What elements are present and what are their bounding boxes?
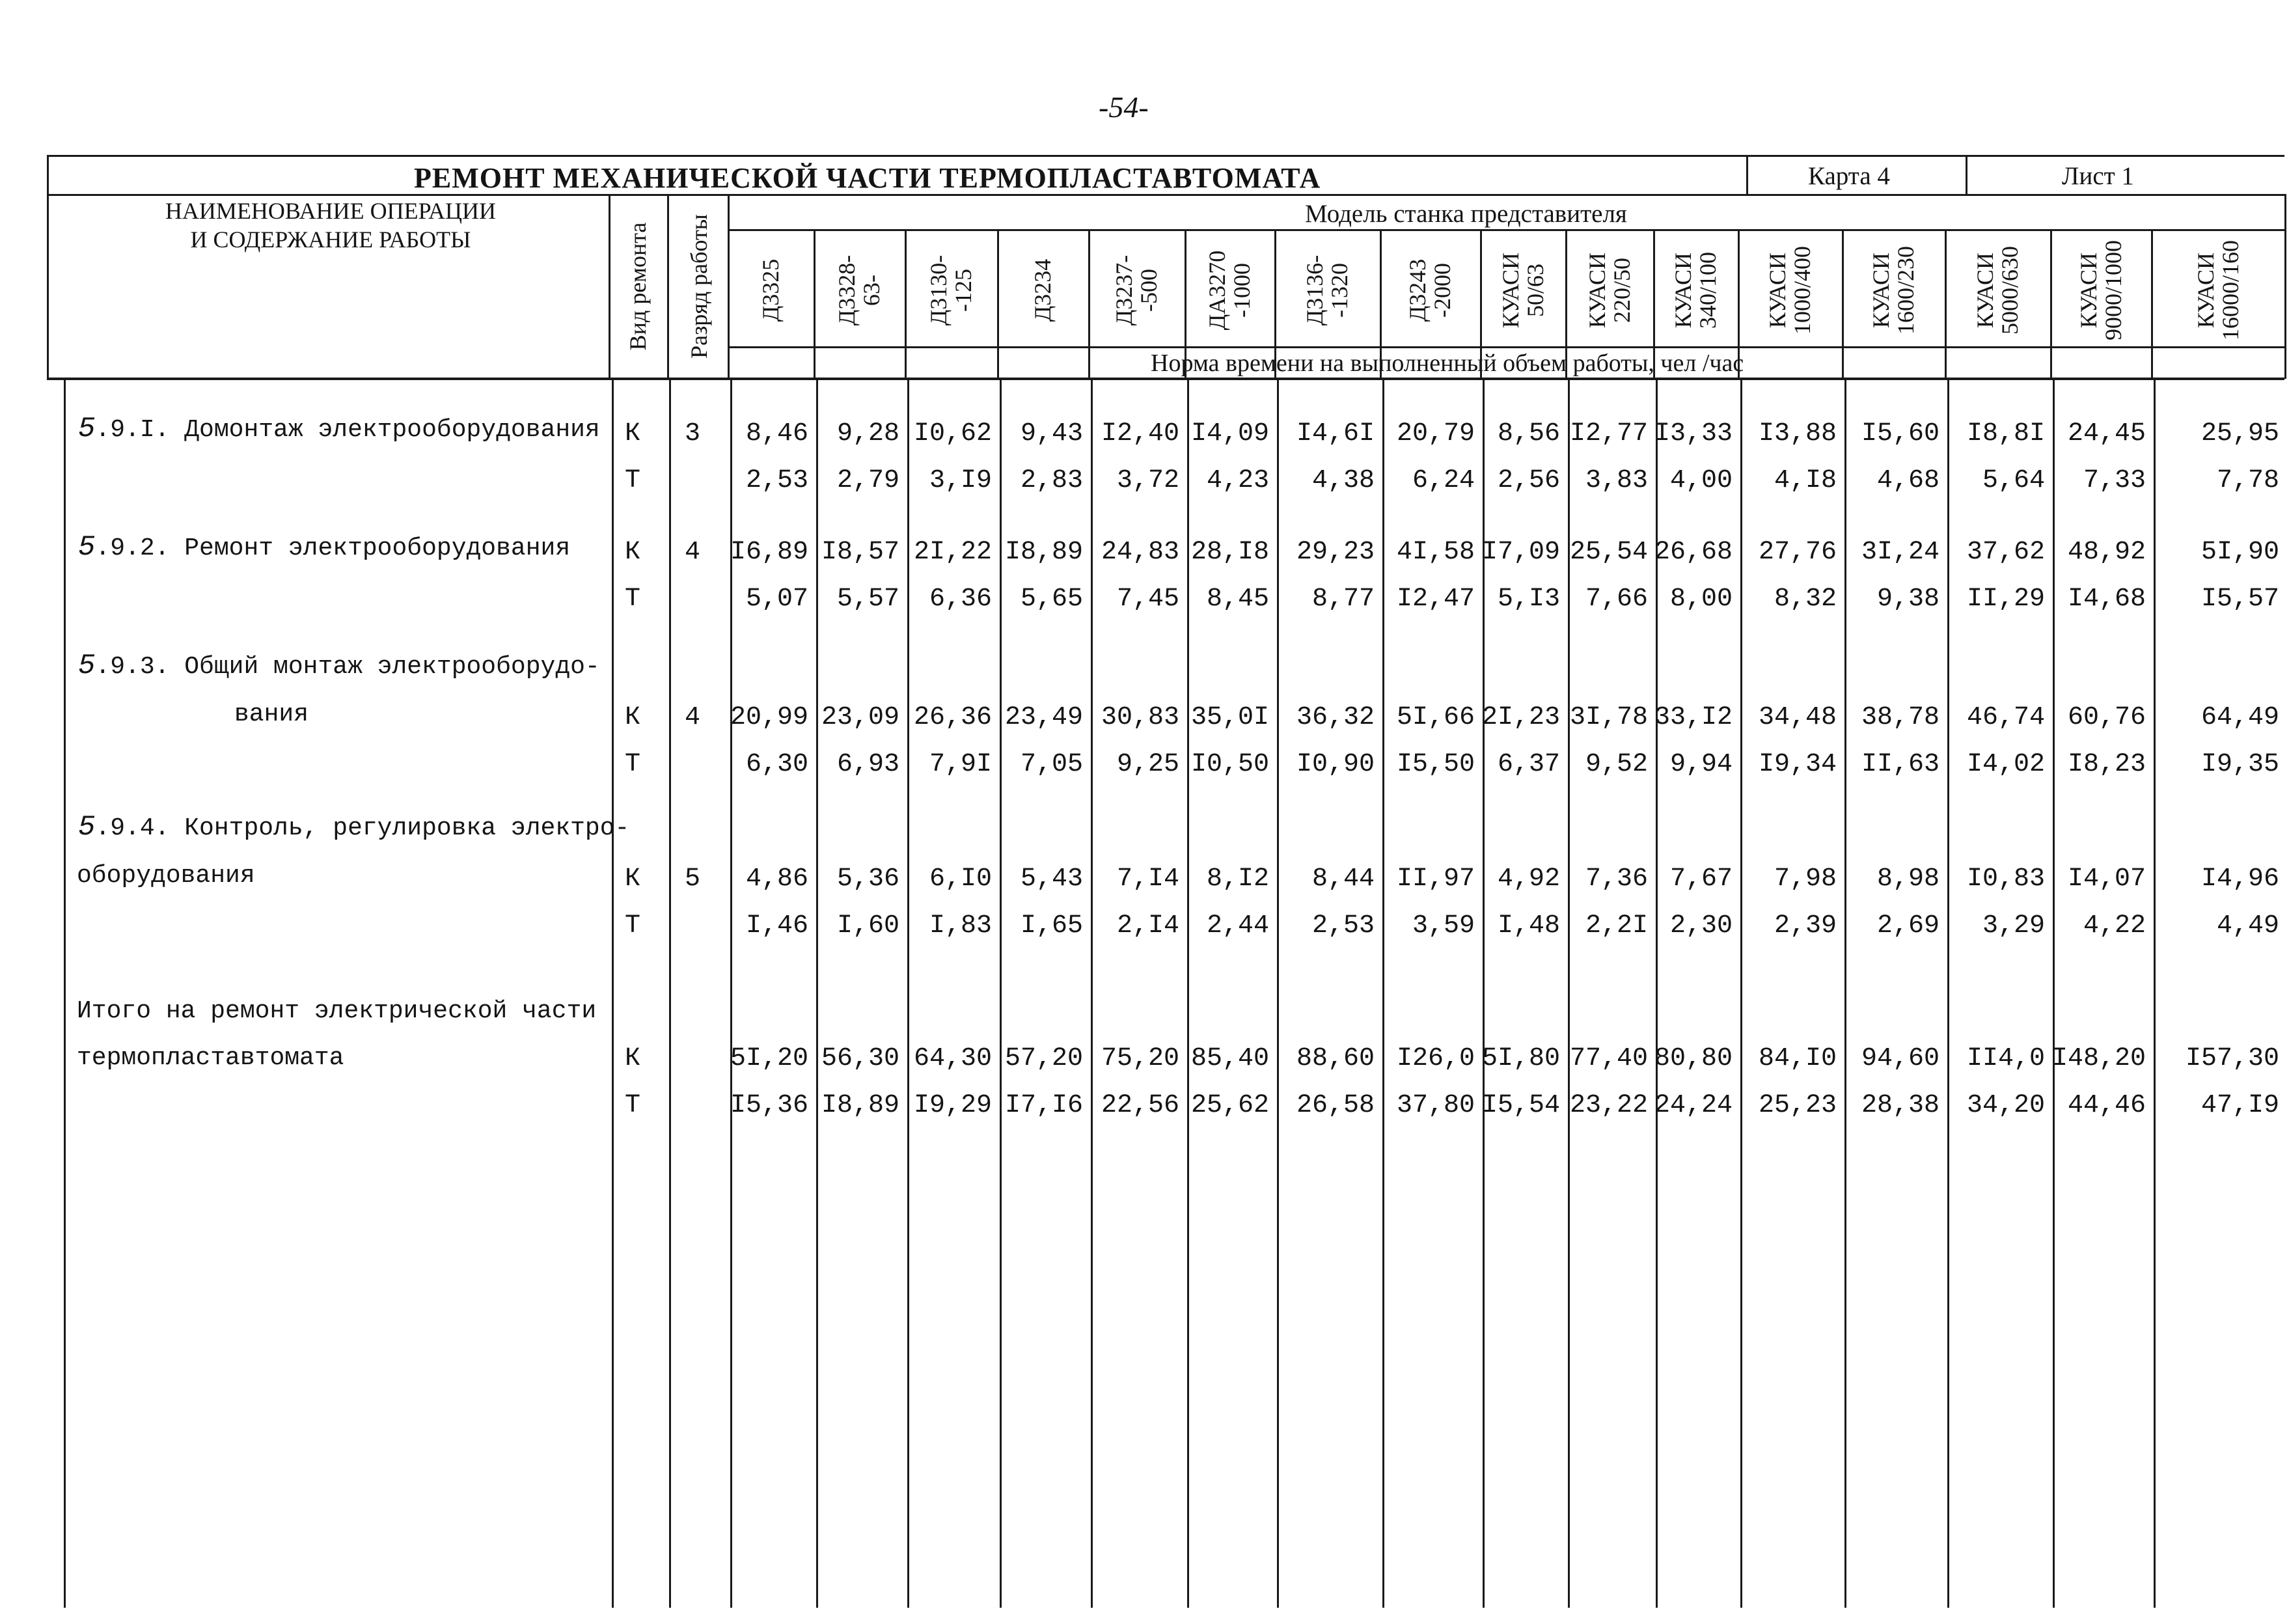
operation-section-number: 5: [78, 531, 96, 564]
t-row-value: 4,22: [2083, 911, 2146, 941]
model-header: Модель станка представителя: [1305, 200, 1627, 228]
page-number: -54-: [1099, 90, 1149, 124]
t-row-value: 4,23: [1206, 466, 1269, 495]
model-header-line: -125: [950, 269, 976, 312]
total-repair-type-t: Т: [625, 1091, 641, 1120]
t-row-value: I5,50: [1396, 750, 1475, 779]
body-divider-kind: [669, 379, 671, 1608]
table-top-border: [47, 155, 2284, 157]
operation-title: .9.2. Ремонт электрооборудования: [95, 534, 571, 562]
repair-type-k: К: [625, 419, 641, 448]
k-row-value: 7,67: [1669, 864, 1733, 894]
total-k-row-value: 56,30: [821, 1044, 899, 1073]
total-t-row-value: I5,36: [730, 1091, 808, 1120]
total-k-row-value: 5I,20: [730, 1044, 808, 1073]
t-row-value: I,83: [929, 911, 992, 941]
repair-type-t: Т: [625, 466, 641, 495]
k-row-value: 25,54: [1569, 538, 1648, 567]
operation-title: .9.4. Контроль, регулировка электро-: [95, 814, 630, 842]
model-header-13: [1869, 246, 1918, 335]
total-t-row-value: 24,24: [1654, 1091, 1733, 1120]
model-header-line: КУАСИ: [2075, 252, 2102, 329]
t-row-value: 7,45: [1116, 585, 1179, 614]
model-header-line: 50/63: [1522, 264, 1548, 318]
k-row-value: 9,43: [1020, 419, 1083, 448]
t-row-value: I8,23: [2067, 750, 2146, 779]
operation-section-number: 5: [78, 650, 96, 682]
body-divider-model: [1382, 379, 1384, 1608]
total-k-row-value: 64,30: [913, 1044, 992, 1073]
k-row-value: I6,89: [730, 538, 808, 567]
t-row-value: 2,69: [1876, 911, 1939, 941]
t-row-value: 4,00: [1669, 466, 1733, 495]
model-header-16: [2193, 240, 2243, 340]
k-row-value: I3,88: [1758, 419, 1837, 448]
model-header-line: КУАСИ: [1972, 252, 1998, 329]
t-row-value: 2,I4: [1116, 911, 1179, 941]
model-header-9: [1498, 253, 1548, 328]
total-k-row-value: 80,80: [1654, 1044, 1733, 1073]
t-row-value: 9,94: [1669, 750, 1733, 779]
card-sheet-divider: [1966, 155, 1967, 194]
k-row-value: 48,92: [2067, 538, 2146, 567]
total-title-continued: термопластавтомата: [77, 1044, 344, 1072]
k-row-value: I8,8I: [1966, 419, 2045, 448]
model-header-line: КУАСИ: [1497, 252, 1524, 329]
left-border-header: [47, 155, 49, 379]
k-row-value: 7,I4: [1116, 864, 1179, 894]
body-divider-model: [1091, 379, 1093, 1608]
model-header-line: Д3237-: [1111, 255, 1137, 326]
t-row-value: 6,36: [929, 585, 992, 614]
body-divider-model: [1187, 379, 1189, 1608]
header-divider-model: [1653, 229, 1655, 378]
t-row-value: 7,9I: [929, 750, 992, 779]
card-number: Карта 4: [1808, 162, 1890, 190]
header-divider-op: [609, 194, 610, 379]
model-header-line: -1320: [1326, 263, 1352, 318]
body-divider-model: [816, 379, 818, 1608]
k-row-value: 8,98: [1876, 864, 1939, 894]
k-row-value: 33,I2: [1654, 703, 1733, 732]
total-t-row-value: 37,80: [1396, 1091, 1475, 1120]
t-row-value: I9,34: [1758, 750, 1837, 779]
model-header-line: 1600/230: [1893, 245, 1919, 335]
model-header-15: [2076, 240, 2126, 340]
body-divider-model: [2154, 379, 2156, 1608]
k-row-value: 3I,78: [1569, 703, 1648, 732]
total-t-row-value: 26,58: [1296, 1091, 1375, 1120]
model-header-line: КУАСИ: [1583, 252, 1610, 329]
k-row-value: 2I,23: [1481, 703, 1560, 732]
table-title: РЕМОНТ МЕХАНИЧЕСКОЙ ЧАСТИ ТЕРМОПЛАСТАВТОМАТА: [414, 162, 1321, 194]
body-divider-model: [907, 379, 909, 1608]
t-row-value: 4,38: [1311, 466, 1375, 495]
body-divider-model: [1740, 379, 1742, 1608]
header-divider-model: [1945, 229, 1947, 378]
model-header-line: 340/100: [1695, 251, 1721, 329]
header-divider-model: [2151, 229, 2153, 378]
k-row-value: 24,83: [1101, 538, 1179, 567]
t-row-value: 5,07: [745, 585, 808, 614]
operation-section-number: 5: [78, 811, 96, 844]
k-row-value: 34,48: [1758, 703, 1837, 732]
header-divider-model: [814, 229, 816, 378]
total-k-row-value: 75,20: [1101, 1044, 1179, 1073]
total-k-row-value: I26,0: [1396, 1044, 1475, 1073]
t-row-value: 7,05: [1020, 750, 1083, 779]
total-k-row-value: 57,20: [1004, 1044, 1083, 1073]
t-row-value: 6,30: [745, 750, 808, 779]
t-row-value: 2,83: [1020, 466, 1083, 495]
k-row-value: 7,36: [1585, 864, 1648, 894]
t-row-value: 2,39: [1774, 911, 1837, 941]
work-grade-header: Разряд работы: [686, 214, 712, 359]
t-row-value: 6,24: [1412, 466, 1475, 495]
model-header-line: 220/50: [1608, 258, 1635, 323]
t-row-value: I,46: [745, 911, 808, 941]
header-divider-model: [1274, 229, 1276, 378]
operation-title-continued: оборудования: [77, 862, 255, 890]
t-row-value: I4,02: [1966, 750, 2045, 779]
k-row-value: 23,09: [821, 703, 899, 732]
total-t-row-value: 44,46: [2067, 1091, 2146, 1120]
k-row-value: II,97: [1396, 864, 1475, 894]
t-row-value: I0,90: [1296, 750, 1375, 779]
t-row-value: 2,53: [745, 466, 808, 495]
k-row-value: 60,76: [2067, 703, 2146, 732]
header-divider-model: [1738, 229, 1740, 378]
t-row-value: 3,72: [1116, 466, 1179, 495]
repair-type-k: К: [625, 864, 641, 894]
k-row-value: 20,79: [1396, 419, 1475, 448]
t-row-value: II,63: [1861, 750, 1939, 779]
t-row-value: 7,66: [1585, 585, 1648, 614]
t-row-value: 6,93: [836, 750, 899, 779]
total-t-row-value: 25,62: [1190, 1091, 1269, 1120]
model-header-line: Д3234: [1030, 258, 1056, 322]
k-row-value: 2I,22: [913, 538, 992, 567]
norm-header: Норма времени на выполненный объем работы, чел /час: [1151, 350, 1744, 377]
body-divider-model: [2053, 379, 2055, 1608]
t-row-value: 2,53: [1311, 911, 1375, 941]
model-header-line: Д3325: [758, 258, 784, 322]
t-row-value: 2,44: [1206, 911, 1269, 941]
total-t-row-value: 28,38: [1861, 1091, 1939, 1120]
model-header-line: 1000/400: [1789, 245, 1815, 335]
t-row-value: 5,64: [1982, 466, 2045, 495]
k-row-value: I4,09: [1190, 419, 1269, 448]
t-row-value: II,29: [1966, 585, 2045, 614]
total-t-row-value: I5,54: [1481, 1091, 1560, 1120]
t-row-value: 9,38: [1876, 585, 1939, 614]
repair-type-t: Т: [625, 911, 641, 941]
total-title: Итого на ремонт электрической части: [77, 997, 597, 1025]
t-row-value: I,48: [1497, 911, 1560, 941]
model-header-line: 5000/630: [1997, 245, 2023, 335]
k-row-value: 7,98: [1774, 864, 1837, 894]
total-t-row-value: I9,29: [913, 1091, 992, 1120]
repair-type-k: К: [625, 703, 641, 732]
operation-section-number: 5: [78, 413, 96, 445]
model-header-line: 16000/160: [2217, 240, 2243, 341]
k-row-value: 27,76: [1758, 538, 1837, 567]
total-k-row-value: 84,I0: [1758, 1044, 1837, 1073]
total-k-row-value: 77,40: [1569, 1044, 1648, 1073]
t-row-value: 4,49: [2216, 911, 2279, 941]
t-row-value: 7,33: [2083, 466, 2146, 495]
model-header-line: КУАСИ: [1868, 252, 1894, 329]
body-divider-model: [1947, 379, 1949, 1608]
operation-name: [78, 531, 570, 564]
k-row-value: I4,07: [2067, 864, 2146, 894]
k-row-value: 8,44: [1311, 864, 1375, 894]
header-divider-model: [1185, 229, 1186, 378]
model-header-line: -2000: [1429, 263, 1455, 318]
k-row-value: 36,32: [1296, 703, 1375, 732]
k-row-value: 5I,90: [2200, 538, 2279, 567]
t-row-value: 5,I3: [1497, 585, 1560, 614]
k-row-value: 3I,24: [1861, 538, 1939, 567]
t-row-value: 9,52: [1585, 750, 1648, 779]
k-row-value: I7,09: [1481, 538, 1560, 567]
model-header-3: [926, 255, 976, 326]
t-row-value: 7,78: [2216, 466, 2279, 495]
t-row-value: 8,00: [1669, 585, 1733, 614]
k-row-value: I5,60: [1861, 419, 1939, 448]
model-header-line: КУАСИ: [1764, 252, 1790, 329]
model-header-line: Д3243: [1405, 258, 1431, 322]
total-k-row-value: 88,60: [1296, 1044, 1375, 1073]
k-row-value: 4I,58: [1396, 538, 1475, 567]
k-row-value: 24,45: [2067, 419, 2146, 448]
repair-type-k: К: [625, 538, 641, 567]
header-divider-model: [1088, 229, 1090, 378]
model-header-line: -1000: [1229, 263, 1255, 318]
work-grade: 5: [685, 864, 701, 894]
t-row-value: 9,25: [1116, 750, 1179, 779]
total-k-row-value: I48,20: [2051, 1044, 2146, 1073]
total-t-row-value: I8,89: [821, 1091, 899, 1120]
header-divider-model: [997, 229, 999, 378]
model-header-line: КУАСИ: [2192, 252, 2219, 329]
total-t-row-value: 23,22: [1569, 1091, 1648, 1120]
model-header-line: 63-: [858, 275, 884, 307]
total-t-row-value: 34,20: [1966, 1091, 2045, 1120]
model-header-line: Д3136-: [1302, 255, 1328, 326]
total-k-row-value: 94,60: [1861, 1044, 1939, 1073]
k-row-value: 26,36: [913, 703, 992, 732]
k-row-value: 30,83: [1101, 703, 1179, 732]
operation-title: .9.3. Общий монтаж электрооборудо-: [95, 653, 600, 681]
k-row-value: 9,28: [836, 419, 899, 448]
k-row-value: 5,43: [1020, 864, 1083, 894]
operation-name: [78, 650, 600, 682]
operation-name: [78, 413, 600, 445]
model-header-10: [1585, 253, 1634, 328]
k-row-value: 26,68: [1654, 538, 1733, 567]
t-row-value: 2,79: [836, 466, 899, 495]
sheet-number: Лист 1: [2062, 162, 2134, 190]
k-row-value: 29,23: [1296, 538, 1375, 567]
repair-type-t: Т: [625, 750, 641, 779]
model-header-6: [1205, 251, 1254, 331]
model-header-line: -500: [1136, 269, 1162, 312]
work-grade: 4: [685, 703, 701, 732]
header-divider-model: [2050, 229, 2052, 378]
total-k-row-value: I57,30: [2185, 1044, 2279, 1073]
total-repair-type-k: К: [625, 1044, 641, 1073]
k-row-value: 20,99: [730, 703, 808, 732]
k-row-value: 8,56: [1497, 419, 1560, 448]
k-row-value: 8,46: [745, 419, 808, 448]
body-divider-model: [1000, 379, 1002, 1608]
body-left-border: [64, 379, 66, 1608]
operation-name: [78, 811, 629, 844]
work-grade: 3: [685, 419, 701, 448]
t-row-value: 8,45: [1206, 585, 1269, 614]
t-row-value: 3,59: [1412, 911, 1475, 941]
header-divider-model: [1565, 229, 1567, 378]
model-header-5: [1112, 255, 1161, 326]
work-grade: 4: [685, 538, 701, 567]
model-header-line: ДА3270: [1204, 250, 1230, 331]
k-row-value: I8,89: [1004, 538, 1083, 567]
body-divider-model: [1844, 379, 1846, 1608]
header-divider-model: [1480, 229, 1482, 378]
t-row-value: 8,77: [1311, 585, 1375, 614]
t-row-value: 3,I9: [929, 466, 992, 495]
model-header-11: [1671, 252, 1720, 329]
total-t-row-value: 22,56: [1101, 1091, 1179, 1120]
k-row-value: 38,78: [1861, 703, 1939, 732]
k-row-value: 23,49: [1004, 703, 1083, 732]
t-row-value: I0,50: [1190, 750, 1269, 779]
model-header-14: [1973, 246, 2022, 335]
body-divider-model: [1277, 379, 1279, 1608]
header-divider-model: [1842, 229, 1844, 378]
k-row-value: 37,62: [1966, 538, 2045, 567]
model-header-1: [758, 259, 784, 322]
t-row-value: 2,30: [1669, 911, 1733, 941]
t-row-value: 8,32: [1774, 585, 1837, 614]
total-t-row-value: 25,23: [1758, 1091, 1837, 1120]
model-header-2: [834, 255, 884, 326]
operation-title-continued: вания: [234, 700, 309, 728]
header-right-border: [2284, 194, 2286, 379]
t-row-value: I4,68: [2067, 585, 2146, 614]
k-row-value: 35,0I: [1190, 703, 1269, 732]
total-k-row-value: 5I,80: [1481, 1044, 1560, 1073]
model-header-line: Д3130-: [925, 255, 952, 326]
operation-title: .9.I. Домонтаж электрооборудования: [95, 416, 600, 444]
k-row-value: I4,6I: [1296, 419, 1375, 448]
model-header-4: [1030, 259, 1056, 322]
t-row-value: I5,57: [2200, 585, 2279, 614]
k-row-value: I0,62: [913, 419, 992, 448]
header-divider-grade: [728, 194, 730, 379]
k-row-value: 4,86: [745, 864, 808, 894]
t-row-value: 3,83: [1585, 466, 1648, 495]
t-row-value: I,60: [836, 911, 899, 941]
k-row-value: 25,95: [2200, 419, 2279, 448]
k-row-value: 6,I0: [929, 864, 992, 894]
model-header-7: [1302, 255, 1352, 326]
t-row-value: 5,57: [836, 585, 899, 614]
repair-type-header: Вид ремонта: [625, 222, 651, 351]
title-card-divider: [1746, 155, 1748, 194]
total-t-row-value: 47,I9: [2200, 1091, 2279, 1120]
t-row-value: I2,47: [1396, 585, 1475, 614]
t-row-value: 4,68: [1876, 466, 1939, 495]
t-row-value: 2,2I: [1585, 911, 1648, 941]
k-row-value: I2,77: [1569, 419, 1648, 448]
k-row-value: 5I,66: [1396, 703, 1475, 732]
t-row-value: I9,35: [2200, 750, 2279, 779]
total-t-row-value: I7,I6: [1004, 1091, 1083, 1120]
total-k-row-value: II4,0: [1966, 1044, 2045, 1073]
t-row-value: 3,29: [1982, 911, 2045, 941]
t-row-value: I,65: [1020, 911, 1083, 941]
model-header-8: [1405, 259, 1455, 322]
t-row-value: 4,I8: [1774, 466, 1837, 495]
k-row-value: 46,74: [1966, 703, 2045, 732]
t-row-value: 6,37: [1497, 750, 1560, 779]
operation-name-header: НАИМЕНОВАНИЕ ОПЕРАЦИИ И СОДЕРЖАНИЕ РАБОТЫ: [165, 198, 497, 253]
k-row-value: 8,I2: [1206, 864, 1269, 894]
header-divider-model: [1380, 229, 1382, 378]
k-row-value: 4,92: [1497, 864, 1560, 894]
model-header-line: КУАСИ: [1670, 252, 1696, 329]
t-row-value: 2,56: [1497, 466, 1560, 495]
k-row-value: 5,36: [836, 864, 899, 894]
k-row-value: I4,96: [2200, 864, 2279, 894]
model-header-line: 9000/1000: [2100, 240, 2126, 341]
k-row-value: I0,83: [1966, 864, 2045, 894]
t-row-value: 5,65: [1020, 585, 1083, 614]
k-row-value: I3,33: [1654, 419, 1733, 448]
k-row-value: 28,I8: [1190, 538, 1269, 567]
model-header-12: [1765, 246, 1815, 335]
k-row-value: I8,57: [821, 538, 899, 567]
k-row-value: I2,40: [1101, 419, 1179, 448]
header-divider-kind: [667, 194, 669, 379]
model-header-line: Д3328-: [834, 255, 860, 326]
header-divider-model: [905, 229, 907, 378]
total-k-row-value: 85,40: [1190, 1044, 1269, 1073]
k-row-value: 64,49: [2200, 703, 2279, 732]
body-divider-op: [612, 379, 614, 1608]
repair-type-t: Т: [625, 585, 641, 614]
